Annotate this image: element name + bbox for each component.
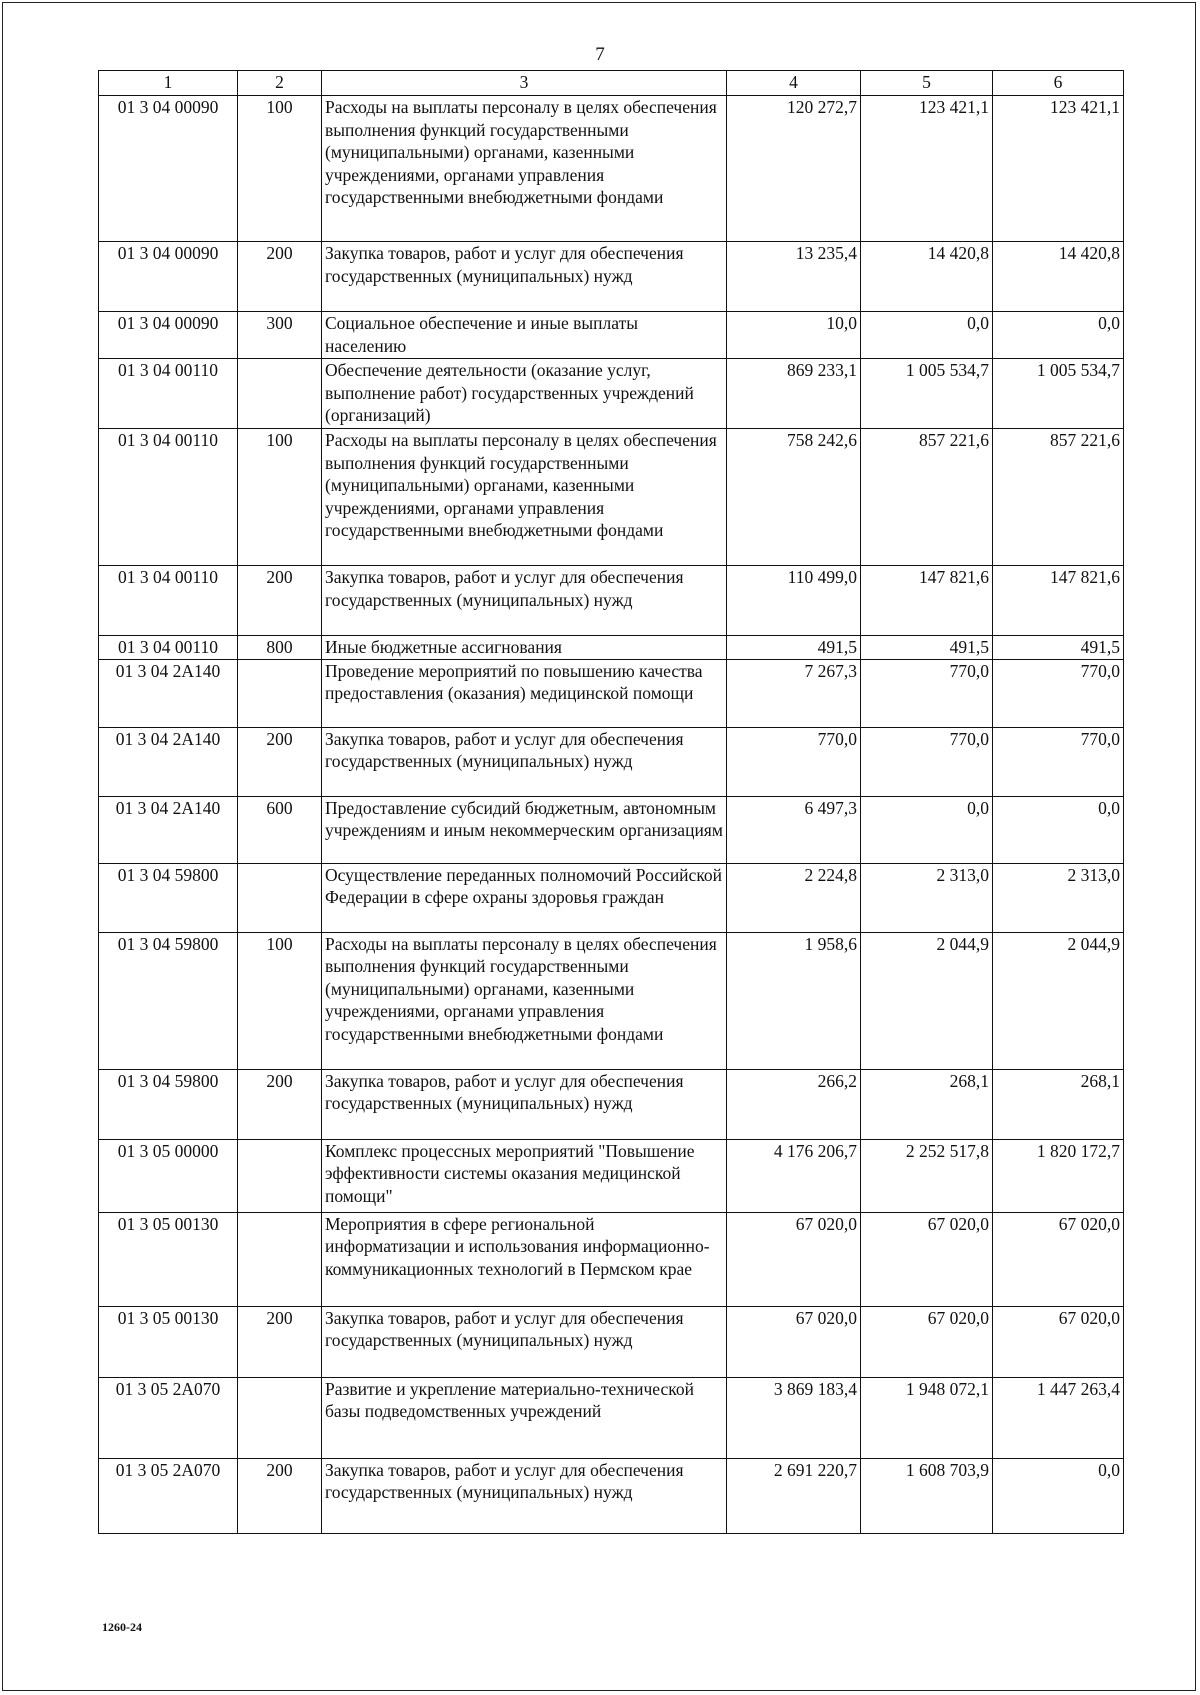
table-row (99, 659, 1124, 727)
cell-expense-type: 200 (238, 727, 322, 796)
table-row (99, 1458, 1124, 1533)
cell-code: 01 3 04 00110 (99, 359, 238, 429)
header-col-4: 4 (727, 71, 861, 96)
cell-code: 01 3 04 59800 (99, 1069, 238, 1139)
cell-value-col5: 2 044,9 (861, 932, 993, 1069)
cell-value-col4: 266,2 (727, 1069, 861, 1139)
cell-name: Социальное обеспечение и иные выплаты населению (322, 312, 727, 359)
cell-code: 01 3 04 2А140 (99, 796, 238, 863)
cell-value-col5: 1 608 703,9 (861, 1458, 993, 1533)
cell-code: 01 3 04 2А140 (99, 659, 238, 727)
cell-name: Расходы на выплаты персоналу в целях обеспечения выполнения функций государственными (муниципальными) органами, казенными учреждениями, органами управления государственными внебюджетными фондами (322, 429, 727, 566)
header-col-3: 3 (322, 71, 727, 96)
cell-value-col4: 770,0 (727, 727, 861, 796)
cell-value-col5: 2 313,0 (861, 863, 993, 932)
cell-name: Обеспечение деятельности (оказание услуг, выполнение работ) государственных учреждений (организаций) (322, 359, 727, 429)
cell-expense-type: 100 (238, 429, 322, 566)
cell-expense-type: 600 (238, 796, 322, 863)
cell-value-col5: 857 221,6 (861, 429, 993, 566)
cell-code: 01 3 05 00000 (99, 1139, 238, 1212)
cell-value-col6: 770,0 (993, 659, 1124, 727)
cell-code: 01 3 04 00110 (99, 566, 238, 636)
table-row (99, 1212, 1124, 1306)
cell-value-col4: 120 272,7 (727, 96, 861, 242)
cell-name: Проведение мероприятий по повышению качества предоставления (оказания) медицинской помощи (322, 659, 727, 727)
cell-name: Закупка товаров, работ и услуг для обеспечения государственных (муниципальных) нужд (322, 242, 727, 312)
cell-code: 01 3 04 00110 (99, 636, 238, 660)
cell-code: 01 3 05 2А070 (99, 1458, 238, 1533)
cell-value-col4: 491,5 (727, 636, 861, 660)
cell-expense-type (238, 359, 322, 429)
cell-expense-type: 200 (238, 1069, 322, 1139)
table-row (99, 796, 1124, 863)
cell-value-col5: 67 020,0 (861, 1212, 993, 1306)
cell-name: Предоставление субсидий бюджетным, автономным учреждениям и иным некоммерческим организациям (322, 796, 727, 863)
cell-expense-type: 200 (238, 1306, 322, 1377)
table-row (99, 566, 1124, 636)
cell-code: 01 3 04 59800 (99, 863, 238, 932)
cell-value-col4: 7 267,3 (727, 659, 861, 727)
cell-name: Расходы на выплаты персоналу в целях обеспечения выполнения функций государственными (муниципальными) органами, казенными учреждениями, органами управления государственными внебюджетными фондами (322, 96, 727, 242)
cell-name: Закупка товаров, работ и услуг для обеспечения государственных (муниципальных) нужд (322, 566, 727, 636)
cell-value-col6: 67 020,0 (993, 1212, 1124, 1306)
cell-value-col4: 10,0 (727, 312, 861, 359)
cell-code: 01 3 04 00090 (99, 312, 238, 359)
table-row (99, 1377, 1124, 1458)
table-row (99, 429, 1124, 566)
cell-name: Расходы на выплаты персоналу в целях обеспечения выполнения функций государственными (муниципальными) органами, казенными учреждениями, органами управления государственными внебюджетными фондами (322, 932, 727, 1069)
document-code: 1260-24 (102, 1620, 142, 1634)
cell-value-col4: 2 224,8 (727, 863, 861, 932)
cell-expense-type (238, 863, 322, 932)
cell-name: Осуществление переданных полномочий Российской Федерации в сфере охраны здоровья граждан (322, 863, 727, 932)
cell-value-col6: 123 421,1 (993, 96, 1124, 242)
page-number: 7 (595, 44, 605, 65)
table-row (99, 1306, 1124, 1377)
cell-value-col4: 1 958,6 (727, 932, 861, 1069)
cell-value-col6: 147 821,6 (993, 566, 1124, 636)
cell-value-col5: 147 821,6 (861, 566, 993, 636)
cell-value-col4: 6 497,3 (727, 796, 861, 863)
cell-value-col5: 67 020,0 (861, 1306, 993, 1377)
cell-name: Закупка товаров, работ и услуг для обеспечения государственных (муниципальных) нужд (322, 727, 727, 796)
cell-value-col6: 67 020,0 (993, 1306, 1124, 1377)
cell-code: 01 3 04 00090 (99, 242, 238, 312)
cell-name: Закупка товаров, работ и услуг для обеспечения государственных (муниципальных) нужд (322, 1458, 727, 1533)
cell-value-col5: 0,0 (861, 796, 993, 863)
cell-expense-type (238, 659, 322, 727)
cell-name: Мероприятия в сфере региональной информатизации и использования информационно-коммуникационных технологий в Пермском крае (322, 1212, 727, 1306)
cell-expense-type: 200 (238, 566, 322, 636)
cell-code: 01 3 05 00130 (99, 1212, 238, 1306)
header-col-5: 5 (861, 71, 993, 96)
cell-value-col6: 1 820 172,7 (993, 1139, 1124, 1212)
cell-expense-type: 200 (238, 1458, 322, 1533)
cell-value-col5: 0,0 (861, 312, 993, 359)
cell-expense-type: 300 (238, 312, 322, 359)
cell-value-col6: 2 044,9 (993, 932, 1124, 1069)
cell-code: 01 3 05 2А070 (99, 1377, 238, 1458)
cell-expense-type: 800 (238, 636, 322, 660)
cell-value-col4: 67 020,0 (727, 1306, 861, 1377)
cell-value-col4: 110 499,0 (727, 566, 861, 636)
cell-value-col5: 268,1 (861, 1069, 993, 1139)
cell-code: 01 3 04 2А140 (99, 727, 238, 796)
table-row (99, 636, 1124, 660)
cell-value-col6: 2 313,0 (993, 863, 1124, 932)
cell-value-col5: 770,0 (861, 659, 993, 727)
cell-expense-type: 100 (238, 932, 322, 1069)
header-col-2: 2 (238, 71, 322, 96)
cell-value-col4: 758 242,6 (727, 429, 861, 566)
cell-name: Развитие и укрепление материально-технической базы подведомственных учреждений (322, 1377, 727, 1458)
cell-code: 01 3 04 59800 (99, 932, 238, 1069)
cell-value-col6: 268,1 (993, 1069, 1124, 1139)
header-col-6: 6 (993, 71, 1124, 96)
cell-value-col6: 1 005 534,7 (993, 359, 1124, 429)
table-row (99, 1139, 1124, 1212)
cell-value-col4: 13 235,4 (727, 242, 861, 312)
cell-code: 01 3 05 00130 (99, 1306, 238, 1377)
cell-value-col6: 1 447 263,4 (993, 1377, 1124, 1458)
cell-value-col6: 0,0 (993, 312, 1124, 359)
cell-value-col6: 0,0 (993, 796, 1124, 863)
table-row (99, 863, 1124, 932)
cell-expense-type (238, 1377, 322, 1458)
cell-value-col5: 1 005 534,7 (861, 359, 993, 429)
cell-value-col4: 67 020,0 (727, 1212, 861, 1306)
cell-expense-type (238, 1212, 322, 1306)
cell-value-col6: 0,0 (993, 1458, 1124, 1533)
cell-value-col5: 123 421,1 (861, 96, 993, 242)
table-row (99, 312, 1124, 359)
table-row (99, 242, 1124, 312)
cell-value-col4: 869 233,1 (727, 359, 861, 429)
cell-name: Иные бюджетные ассигнования (322, 636, 727, 660)
cell-value-col4: 4 176 206,7 (727, 1139, 861, 1212)
cell-code: 01 3 04 00090 (99, 96, 238, 242)
cell-value-col5: 1 948 072,1 (861, 1377, 993, 1458)
cell-value-col6: 857 221,6 (993, 429, 1124, 566)
cell-expense-type: 100 (238, 96, 322, 242)
table-row (99, 96, 1124, 242)
table-row (99, 1069, 1124, 1139)
cell-value-col4: 3 869 183,4 (727, 1377, 861, 1458)
cell-name: Закупка товаров, работ и услуг для обеспечения государственных (муниципальных) нужд (322, 1306, 727, 1377)
cell-value-col4: 2 691 220,7 (727, 1458, 861, 1533)
cell-value-col6: 14 420,8 (993, 242, 1124, 312)
cell-name: Комплекс процессных мероприятий "Повышение эффективности системы оказания медицинской помощи" (322, 1139, 727, 1212)
cell-name: Закупка товаров, работ и услуг для обеспечения государственных (муниципальных) нужд (322, 1069, 727, 1139)
table-row (99, 727, 1124, 796)
header-col-1: 1 (99, 71, 238, 96)
cell-value-col5: 770,0 (861, 727, 993, 796)
cell-code: 01 3 04 00110 (99, 429, 238, 566)
budget-table (98, 70, 1124, 1534)
cell-expense-type (238, 1139, 322, 1212)
table-row (99, 359, 1124, 429)
cell-value-col5: 491,5 (861, 636, 993, 660)
header-row (99, 71, 1124, 96)
cell-value-col5: 2 252 517,8 (861, 1139, 993, 1212)
cell-expense-type: 200 (238, 242, 322, 312)
cell-value-col6: 770,0 (993, 727, 1124, 796)
cell-value-col6: 491,5 (993, 636, 1124, 660)
cell-value-col5: 14 420,8 (861, 242, 993, 312)
table-row (99, 932, 1124, 1069)
